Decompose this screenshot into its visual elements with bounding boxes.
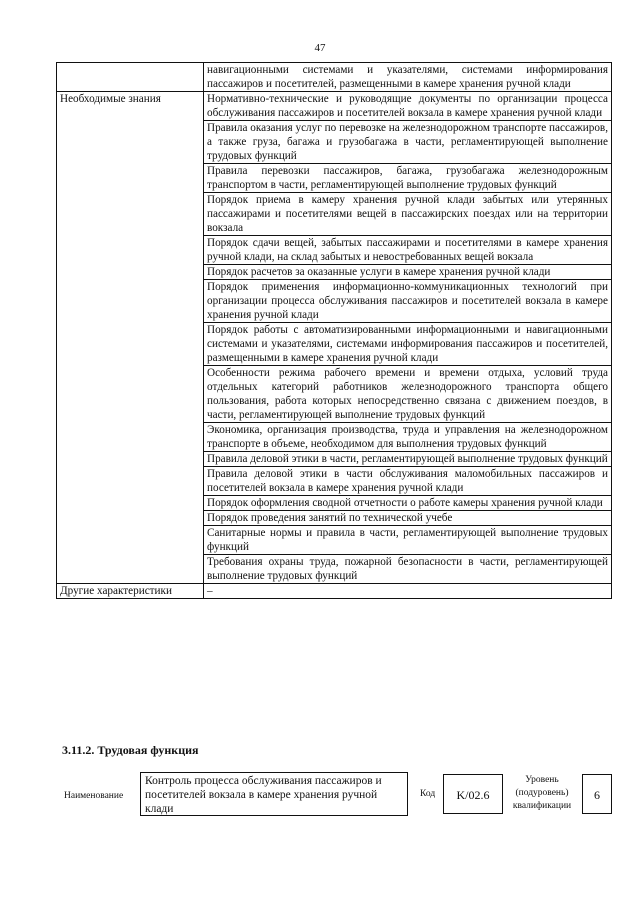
table-row — [57, 236, 612, 265]
table-row — [57, 164, 612, 193]
knowledge-item: Экономика, организация производства, труда и управления на железнодорожном транспорте в объеме, необходимом для выполнения трудовых функций — [204, 423, 612, 452]
table-row — [57, 423, 612, 452]
knowledge-item: Правила деловой этики в части обслуживания маломобильных пассажиров и посетителей вокзала в камере хранения ручной клади — [204, 467, 612, 496]
knowledge-item: Правила оказания услуг по перевозке на железнодорожном транспорте пассажиров, а также груза, багажа и грузобагажа в части, регламентирующей выполнение трудовых функций — [204, 121, 612, 164]
table-row — [57, 452, 612, 467]
table-row — [57, 265, 612, 280]
table-row — [57, 584, 612, 599]
knowledge-label: Необходимые знания — [57, 92, 204, 121]
table-row — [57, 121, 612, 164]
other-characteristics-value: – — [204, 584, 612, 599]
table-row — [57, 496, 612, 511]
knowledge-item: Требования охраны труда, пожарной безопасности в части, регламентирующей выполнение трудовых функций — [204, 555, 612, 584]
knowledge-item: Санитарные нормы и правила в части, регламентирующей выполнение трудовых функций — [204, 526, 612, 555]
code-box: K/02.6 — [443, 774, 503, 814]
page-number: 47 — [314, 42, 326, 54]
table-row — [57, 467, 612, 496]
empty-label-cell — [57, 63, 204, 92]
knowledge-item: Порядок проведения занятий по технической учебе — [204, 511, 612, 526]
requirements-table-body — [57, 63, 612, 599]
table-row — [57, 511, 612, 526]
knowledge-item: Нормативно-технические и руководящие документы по организации процесса обслуживания пассажиров и посетителей вокзала в камере хранения ручной клади — [204, 92, 612, 121]
table-row — [57, 366, 612, 423]
section-title: 3.11.2. Трудовая функция — [62, 743, 199, 757]
knowledge-item: Порядок расчетов за оказанные услуги в камере хранения ручной клади — [204, 265, 612, 280]
continuation-cell: навигационными системами и указателями, системами информирования пассажиров и посетителей, размещенными в камере хранения ручной клади — [204, 63, 612, 92]
table-row — [57, 555, 612, 584]
name-label: Наименование — [64, 791, 124, 801]
qualification-level-box: 6 — [582, 774, 612, 814]
table-row — [57, 92, 612, 121]
other-characteristics-label: Другие характеристики — [57, 584, 204, 599]
table-row — [57, 280, 612, 323]
knowledge-item: Правила деловой этики в части, регламентирующей выполнение трудовых функций — [204, 452, 612, 467]
function-name-box: Контроль процесса обслуживания пассажиров и посетителей вокзала в камере хранения ручной клади — [140, 772, 408, 816]
knowledge-item: Правила перевозки пассажиров, багажа, грузобагажа железнодорожным транспортом в части, регламентирующей выполнение трудовых функций — [204, 164, 612, 193]
requirements-table — [56, 62, 612, 599]
table-row — [57, 323, 612, 366]
knowledge-item: Порядок применения информационно-коммуникационных технологий при организации процесса обслуживания пассажиров и посетителей вокзала в камере хранения ручной клади — [204, 280, 612, 323]
knowledge-item: Порядок оформления сводной отчетности о работе камеры хранения ручной клади — [204, 496, 612, 511]
table-row — [57, 63, 612, 92]
knowledge-item: Порядок приема в камеру хранения ручной клади забытых или утерянных пассажирами и посетителями вещей в пассажирских поездах или на территории вокзала — [204, 193, 612, 236]
qualification-level-label: Уровень (подуровень) квалификации — [512, 775, 572, 811]
knowledge-item: Особенности режима рабочего времени и времени отдыха, условий труда отдельных категорий работников железнодорожного транспорта общего пользования, работа которых непосредственно связана с движением поездов, в части, регламентирующей выполнение трудовых функций — [204, 366, 612, 423]
knowledge-item: Порядок работы с автоматизированными информационными и навигационными системами и указателями, системами информирования пассажиров и посетителей, размещенными в камере хранения ручной клади — [204, 323, 612, 366]
code-label: Код — [420, 789, 436, 799]
table-row — [57, 193, 612, 236]
table-row — [57, 526, 612, 555]
knowledge-item: Порядок сдачи вещей, забытых пассажирами и посетителями в камере хранения ручной клади, на склад забытых и невостребованных вещей вокзала — [204, 236, 612, 265]
